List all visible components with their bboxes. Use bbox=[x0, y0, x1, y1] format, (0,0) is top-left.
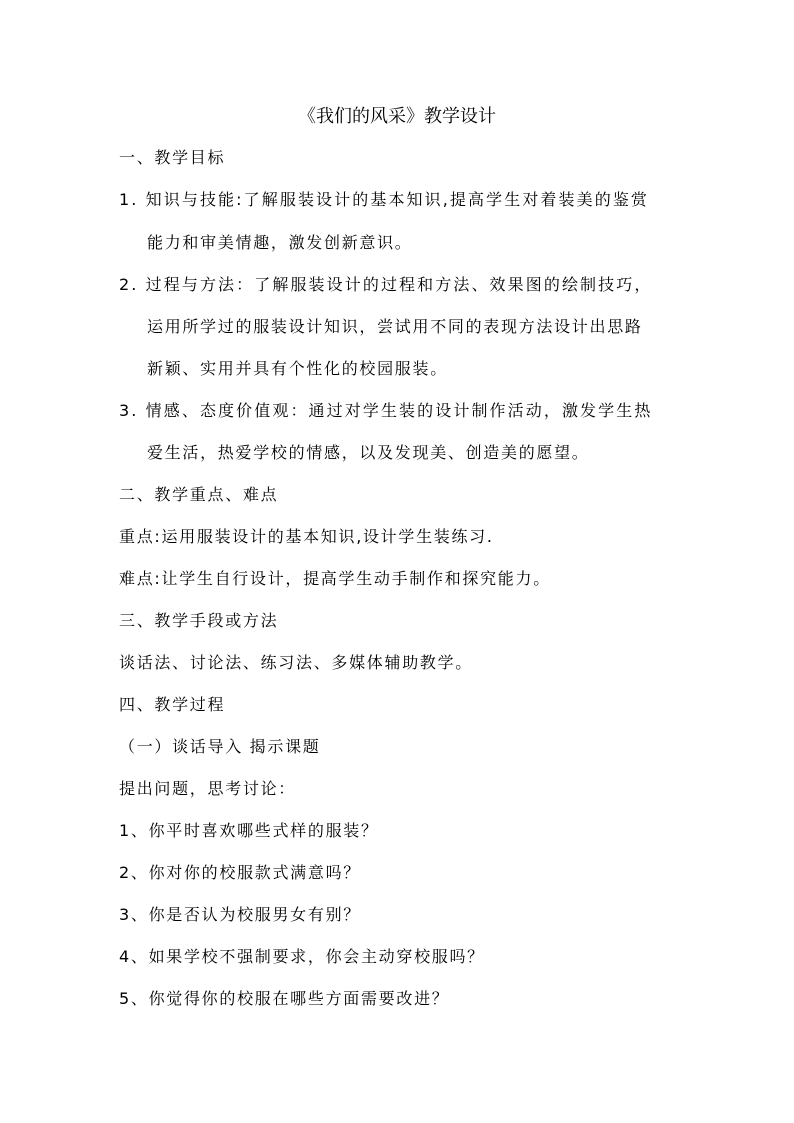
question-5: 5、你觉得你的校服在哪些方面需要改进？ bbox=[119, 989, 450, 1008]
objective-2: 2. 过程与方法：了解服装设计的过程和方法、效果图的绘制技巧， bbox=[119, 275, 653, 294]
question-3: 3、你是否认为校服男女有别？ bbox=[119, 905, 361, 924]
difficult-point: 难点:让学生自行设计，提高学生动手制作和探究能力。 bbox=[119, 569, 551, 588]
objective-3: 3. 情感、态度价值观：通过对学生装的设计制作活动，激发学生热 bbox=[119, 401, 653, 420]
objective-2-continued-1: 运用所学过的服装设计知识，尝试用不同的表现方法设计出思路 bbox=[147, 317, 643, 336]
document-title: 《我们的风采》教学设计 bbox=[298, 106, 496, 127]
key-point: 重点:运用服装设计的基本知识,设计学生装练习. bbox=[119, 527, 494, 546]
question-4: 4、如果学校不强制要求，你会主动穿校服吗？ bbox=[119, 947, 485, 966]
objective-1-continued: 能力和审美情趣，激发创新意识。 bbox=[147, 233, 413, 252]
methods-text: 谈话法、讨论法、练习法、多媒体辅助教学。 bbox=[119, 653, 474, 672]
objective-1: 1. 知识与技能:了解服装设计的基本知识,提高学生对着装美的鉴赏 bbox=[119, 190, 650, 209]
question-2: 2、你对你的校服款式满意吗？ bbox=[119, 863, 361, 882]
question-1: 1、你平时喜欢哪些式样的服装？ bbox=[119, 821, 379, 840]
heading-methods: 三、教学手段或方法 bbox=[119, 611, 279, 630]
heading-teaching-process: 四、教学过程 bbox=[119, 695, 226, 714]
objective-3-continued: 爱生活，热爱学校的情感，以及发现美、创造美的愿望。 bbox=[147, 443, 590, 462]
questions-intro: 提出问题，思考讨论： bbox=[119, 779, 297, 798]
subheading-introduction: （一）谈话导入 揭示课题 bbox=[119, 737, 321, 756]
heading-key-points: 二、教学重点、难点 bbox=[119, 485, 279, 504]
heading-teaching-objectives: 一、教学目标 bbox=[119, 148, 226, 167]
objective-2-continued-2: 新颖、实用并具有个性化的校园服装。 bbox=[147, 359, 448, 378]
